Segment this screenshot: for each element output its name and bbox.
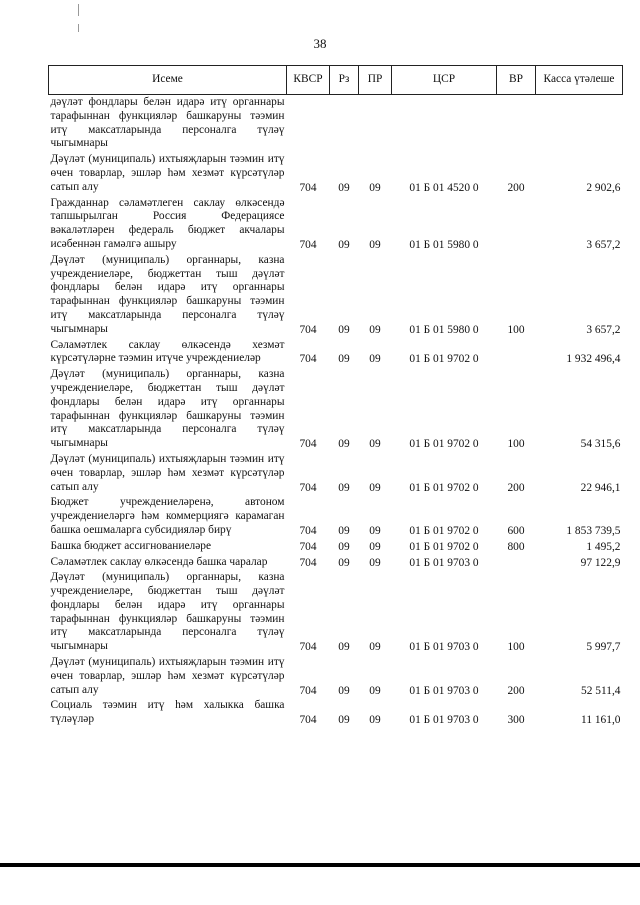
header-pr: ПР [359,66,392,95]
row-name: Дәүләт (муниципаль) органнары, казна учреждениеләре, бюджеттан тыш дәүләт фондлары белән идарә итү органнары тарафыннан функцияләр башкаруны тәэмин итү максатларында персоналга түләү чыгымнары [50,571,285,653]
row-csr [392,95,497,153]
row-sum: 22 946,1 [580,481,621,494]
row-name: Бюджет учреждениеләренә, автоном учреждениеләргә һәм коммерциягә карамаган башка оешмаларга субсидияләр бирү [50,496,285,536]
row-vr [497,338,536,368]
row-rz: 09 [338,641,350,654]
row-rz: 09 [338,353,350,366]
row-csr: 01 Б 01 9702 0 [409,524,479,537]
row-sum: 2 902,6 [586,181,621,194]
row-vr: 200 [507,684,525,697]
row-vr [497,555,536,571]
row-name: Дәүләт (муниципаль) ихтыяҗларын тәэмин итү өчен товарлар, эшләр һәм хезмәт күрсәтүләр сатып алу [50,452,285,493]
budget-table-container [48,65,622,728]
row-sum: 1 495,2 [586,540,621,553]
table-body [49,95,623,729]
row-pr: 09 [369,641,381,654]
row-pr: 09 [369,714,381,727]
header-sum: Касса үтәлеше [536,66,623,95]
row-sum: 52 511,4 [581,684,621,697]
table-row [49,338,623,368]
header-csr: ЦСР [392,66,497,95]
row-sum: 1 932 496,4 [566,353,621,366]
row-pr: 09 [369,438,381,451]
row-csr: 01 Б 01 5980 0 [409,238,479,251]
row-kvsr: 704 [299,556,317,569]
row-kvsr: 704 [299,540,317,553]
row-csr: 01 Б 01 9702 0 [409,438,479,451]
row-rz [330,95,359,153]
row-name: Дәүләт (муниципаль) ихтыяҗларын тәэмин итү өчен товарлар, эшләр һәм хезмәт күрсәтүләр сатып алу [50,153,285,193]
row-sum: 3 657,2 [586,238,621,251]
row-name: Дәүләт (муниципаль) органнары, казна учреждениеләре, бюджеттан тыш дәүләт фондлары белән идарә итү органнары тарафыннан функцияләр башкаруны тәэмин итү максатларында персоналга түләү чыгымнары [50,368,285,450]
row-sum: 11 161,0 [581,714,621,727]
row-vr: 300 [507,714,525,727]
row-pr: 09 [369,181,381,194]
row-kvsr: 704 [299,714,317,727]
row-name: Сәламәтлек саклау өлкәсендә башка чаралар [50,555,268,568]
row-rz: 09 [338,556,350,569]
row-csr: 01 Б 01 9702 0 [409,353,479,366]
row-sum: 1 853 739,5 [566,524,621,537]
scan-margin-mark [78,4,79,16]
row-kvsr: 704 [299,181,317,194]
row-pr: 09 [369,556,381,569]
row-pr: 09 [369,353,381,366]
header-vr: ВР [497,66,536,95]
table-row [49,253,623,338]
header-rz: Рз [330,66,359,95]
row-kvsr: 704 [299,438,317,451]
table-row [49,570,623,655]
row-vr: 100 [507,641,525,654]
row-rz: 09 [338,540,350,553]
row-vr [497,196,536,253]
row-vr: 800 [507,540,525,553]
row-csr: 01 Б 01 9702 0 [409,481,479,494]
row-pr: 09 [369,524,381,537]
row-csr: 01 Б 01 9703 0 [409,556,479,569]
row-rz: 09 [338,323,350,336]
row-name: Дәүләт (муниципаль) органнары, казна учреждениеләре, бюджеттан тыш дәүләт фондлары белән идарә итү органнары тарафыннан функцияләр башкаруны тәэмин итү максатларында персоналга түләү чыгымнары [50,253,285,335]
table-row [49,698,623,728]
row-name: Дәүләт (муниципаль) ихтыяҗларын тәэмин итү өчен товарлар, эшләр һәм хезмәт күрсәтүләр сатып алу [50,656,285,696]
row-pr: 09 [369,481,381,494]
header-name: Исеме [49,66,287,95]
row-csr: 01 Б 01 5980 0 [409,323,479,336]
row-vr: 100 [507,438,525,451]
row-kvsr: 704 [299,481,317,494]
table-row [49,367,623,452]
row-rz: 09 [338,438,350,451]
table-row [49,95,623,153]
row-name: дәүләт фондлары белән идарә итү органнары тарафыннан функцияләр башкаруны тәэмин итү максатларында персоналга түләү чыгымнары [50,96,285,150]
row-sum: 5 997,7 [586,641,621,654]
row-pr: 09 [369,238,381,251]
row-rz: 09 [338,684,350,697]
table-row [49,655,623,698]
row-kvsr: 704 [299,641,317,654]
row-sum: 3 657,2 [586,323,621,336]
row-kvsr: 704 [299,684,317,697]
row-pr: 09 [369,684,381,697]
row-csr: 01 Б 01 4520 0 [409,181,479,194]
row-kvsr: 704 [299,524,317,537]
row-rz: 09 [338,524,350,537]
row-kvsr [287,95,330,153]
row-name: Гражданнар сәламәтлеген саклау өлкәсендә тапшырылган Россия Федерациясе вәкаләтләрен федераль бюджет акчалары исәбеннән гамәлгә ашыру [50,196,285,250]
scan-margin-mark [78,24,79,32]
row-sum: 97 122,9 [580,556,621,569]
row-vr: 200 [507,181,525,194]
table-row [49,452,623,495]
row-vr [497,95,536,153]
table-row [49,495,623,538]
row-name: Сәламәтлек саклау өлкәсендә хезмәт күрсәтүләрне тәэмин итүче учреждениеләр [50,338,285,365]
table-row [49,539,623,555]
budget-table [48,65,623,728]
table-row [49,196,623,253]
page-number: 38 [313,36,327,51]
row-vr: 600 [507,524,525,537]
row-rz: 09 [338,714,350,727]
row-pr [359,95,392,153]
row-csr: 01 Б 01 9703 0 [409,714,479,727]
table-row [49,555,623,571]
scan-edge-bar [0,863,640,867]
table-row [49,152,623,195]
row-rz: 09 [338,181,350,194]
row-name: Башка бюджет ассигнованиеләре [50,539,212,552]
row-sum [536,95,623,153]
row-csr: 01 Б 01 9702 0 [409,540,479,553]
row-csr: 01 Б 01 9703 0 [409,641,479,654]
table-header [49,66,623,95]
row-vr: 200 [507,481,525,494]
header-kvsr: КВСР [287,66,330,95]
row-kvsr: 704 [299,323,317,336]
row-pr: 09 [369,323,381,336]
row-csr: 01 Б 01 9703 0 [409,684,479,697]
row-vr: 100 [507,323,525,336]
row-pr: 09 [369,540,381,553]
row-kvsr: 704 [299,353,317,366]
row-name: Социаль тәэмин итү һәм халыкка башка түләүләр [50,699,285,726]
row-rz: 09 [338,238,350,251]
row-sum: 54 315,6 [580,438,621,451]
row-kvsr: 704 [299,238,317,251]
row-rz: 09 [338,481,350,494]
